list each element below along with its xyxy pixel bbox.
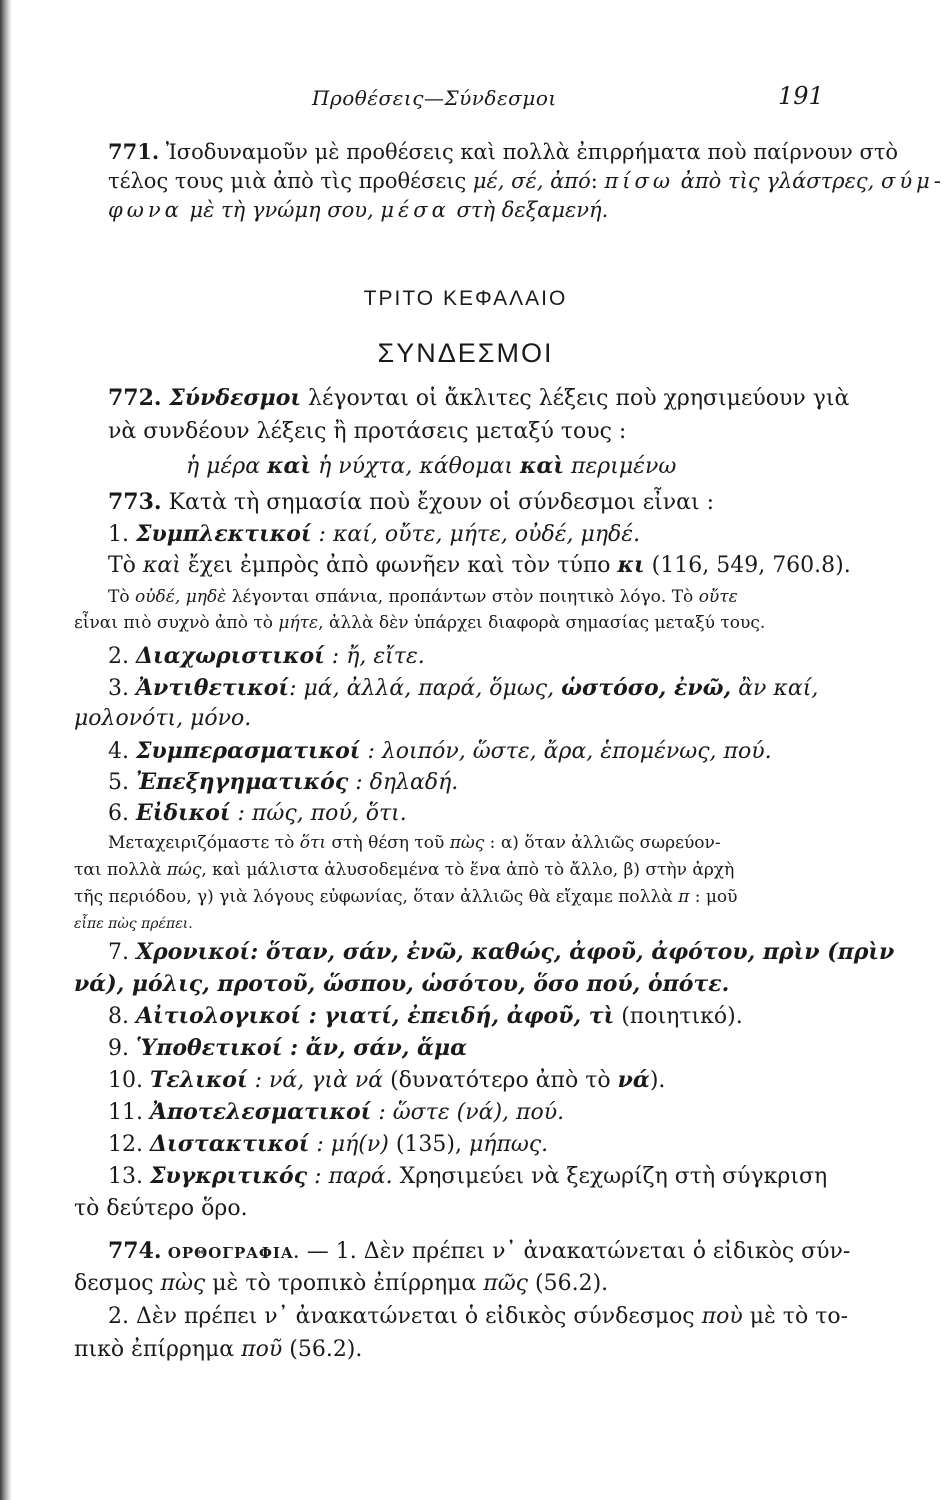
chapter-title: ΤΡΙΤΟ ΚΕΦΑΛΑΙΟ bbox=[363, 287, 568, 310]
paragraph-772-example: ἡ μέρα καὶ ἡ νύχτα, κάθομαι καὶ περιμένω bbox=[186, 453, 677, 479]
paragraph-772-line-2: νὰ συνδέουν λέξεις ἢ προτάσεις μεταξύ τους : bbox=[108, 419, 627, 444]
paragraph-774-line-2: δεσμος πὼς μὲ τὸ τροπικὸ ἐπίρρημα πῶς (56.2). bbox=[74, 1271, 609, 1296]
list-item-10: 10. Τελικοί : νά, γιὰ νά (δυνατότερο ἀπὸ τὸ νά). bbox=[108, 1067, 666, 1093]
paragraph-771-line-1: 771. Ἰσοδυναμοῦν μὲ προθέσεις καὶ πολλὰ ἐπιρρήματα ποὺ παίρνουν στὸ bbox=[108, 139, 899, 164]
paragraph-774-line-4: πικὸ ἐπίρρημα ποῦ (56.2). bbox=[74, 1337, 363, 1362]
list-item-13: 13. Συγκριτικός : παρά. Χρησιμεύει νὰ ξεχωρίζη στὴ σύγκριση bbox=[108, 1163, 828, 1189]
list-item-4: 4. Συμπερασματικοί : λοιπόν, ὥστε, ἄρα, ἑπομένως, πού. bbox=[108, 738, 772, 764]
list-item-3: 3. Ἀντιθετικοί: μά, ἀλλά, παρά, ὅμως, ὡστόσο, ἐνῶ, ἂν καί, bbox=[108, 675, 819, 701]
paragraph-number: 771. bbox=[108, 139, 160, 164]
list-item-12: 12. Διστακτικοί : μή(ν) (135), μήπως. bbox=[108, 1131, 549, 1157]
paragraph-772-line-1: 772. Σύνδεσμοι λέγονται οἱ ἄκλιτες λέξεις ποὺ χρησιμεύουν γιὰ bbox=[108, 385, 850, 411]
paragraph-773: 773. Κατὰ τὴ σημασία ποὺ ἔχουν οἱ σύνδεσμοι εἶναι : bbox=[108, 489, 715, 515]
list-item-2: 2. Διαχωριστικοί : ἤ, εἴτε. bbox=[108, 643, 425, 669]
list-item-6-note-4: εἶπε πὼς πρέπει. bbox=[74, 916, 193, 932]
running-head: Προθέσεις—Σύνδεσμοι bbox=[312, 86, 557, 110]
list-item-8: 8. Αἰτιολογικοί : γιατί, ἐπειδή, ἀφοῦ, τὶ (ποιητικό). bbox=[108, 1003, 743, 1029]
paragraph-774-line-3: 2. Δὲν πρέπει ν᾿ ἀνακατώνεται ὁ εἰδικὸς σύνδεσμος ποὺ μὲ τὸ το- bbox=[108, 1304, 849, 1329]
paragraph-771-line-2: τέλος τους μιὰ ἀπὸ τὶς προθέσεις μέ, σέ, ἀπό: πίσω ἀπὸ τὶς γλάστρες, σύμ- bbox=[108, 169, 945, 193]
list-item-1-note-3: εἶναι πιὸ συχνὸ ἀπὸ τὸ μήτε, ἀλλὰ δὲν ὑπάρχει διαφορὰ σημασίας μεταξύ τους. bbox=[74, 613, 766, 633]
paragraph-774-line-1: 774. ΟΡΘΟΓΡΑΦΙΑ. — 1. Δὲν πρέπει ν᾿ ἀνακατώνεται ὁ εἰδικὸς σύν- bbox=[108, 1238, 851, 1264]
list-item-7-continued: νά), μόλις, προτοῦ, ὥσπου, ὡσότου, ὅσο πού, ὁπότε. bbox=[74, 971, 730, 997]
paragraph-771-line-3: φωνα μὲ τὴ γνώμη σου, μέσα στὴ δεξαμενή. bbox=[108, 198, 609, 222]
list-item-11: 11. Ἀποτελεσματικοί : ὥστε (νά), πού. bbox=[108, 1099, 565, 1125]
list-item-1-note-1: Τὸ καὶ ἔχει ἐμπρὸς ἀπὸ φωνῆεν καὶ τὸν τύπο κι (116, 549, 760.8). bbox=[108, 552, 851, 578]
list-item-6-note-3: τῆς περιόδου, γ) γιὰ λόγους εὐφωνίας, ὅταν ἀλλιῶς θὰ εἴχαμε πολλὰ π : μοῦ bbox=[74, 887, 738, 907]
page-number: 191 bbox=[778, 82, 824, 110]
list-item-13-continued: τὸ δεύτερο ὅρο. bbox=[74, 1196, 248, 1221]
list-item-6: 6. Εἰδικοί : πώς, πού, ὅτι. bbox=[108, 800, 407, 826]
list-item-3-continued: μολονότι, μόνο. bbox=[74, 706, 252, 731]
page-binding-edge bbox=[0, 0, 12, 1500]
list-item-7: 7. Χρονικοί: ὅταν, σάν, ἐνῶ, καθώς, ἀφοῦ, ἀφότου, πρὶν (πρὶν bbox=[108, 939, 895, 965]
list-item-1: 1. Συμπλεκτικοί : καί, οὔτε, μήτε, οὐδέ, μηδέ. bbox=[108, 521, 641, 547]
list-item-6-note-2: ται πολλὰ πώς, καὶ μάλιστα ἀλυσοδεμένα τὸ ἕνα ἀπὸ τὸ ἄλλο, β) στὴν ἀρχὴ bbox=[74, 860, 735, 880]
list-item-1-note-2: Τὸ οὐδέ, μηδὲ λέγονται σπάνια, προπάντων στὸν ποιητικὸ λόγο. Τὸ οὔτε bbox=[108, 587, 738, 607]
list-item-9: 9. Ὑποθετικοί : ἄν, σάν, ἅμα bbox=[108, 1035, 468, 1061]
list-item-5: 5. Ἐπεξηγηματικός : δηλαδή. bbox=[108, 769, 459, 795]
list-item-6-note-1: Μεταχειριζόμαστε τὸ ὅτι στὴ θέση τοῦ πὼς : α) ὅταν ἀλλιῶς σωρεύον- bbox=[108, 833, 721, 853]
section-title: ΣΥΝΔΕΣΜΟΙ bbox=[377, 338, 554, 368]
